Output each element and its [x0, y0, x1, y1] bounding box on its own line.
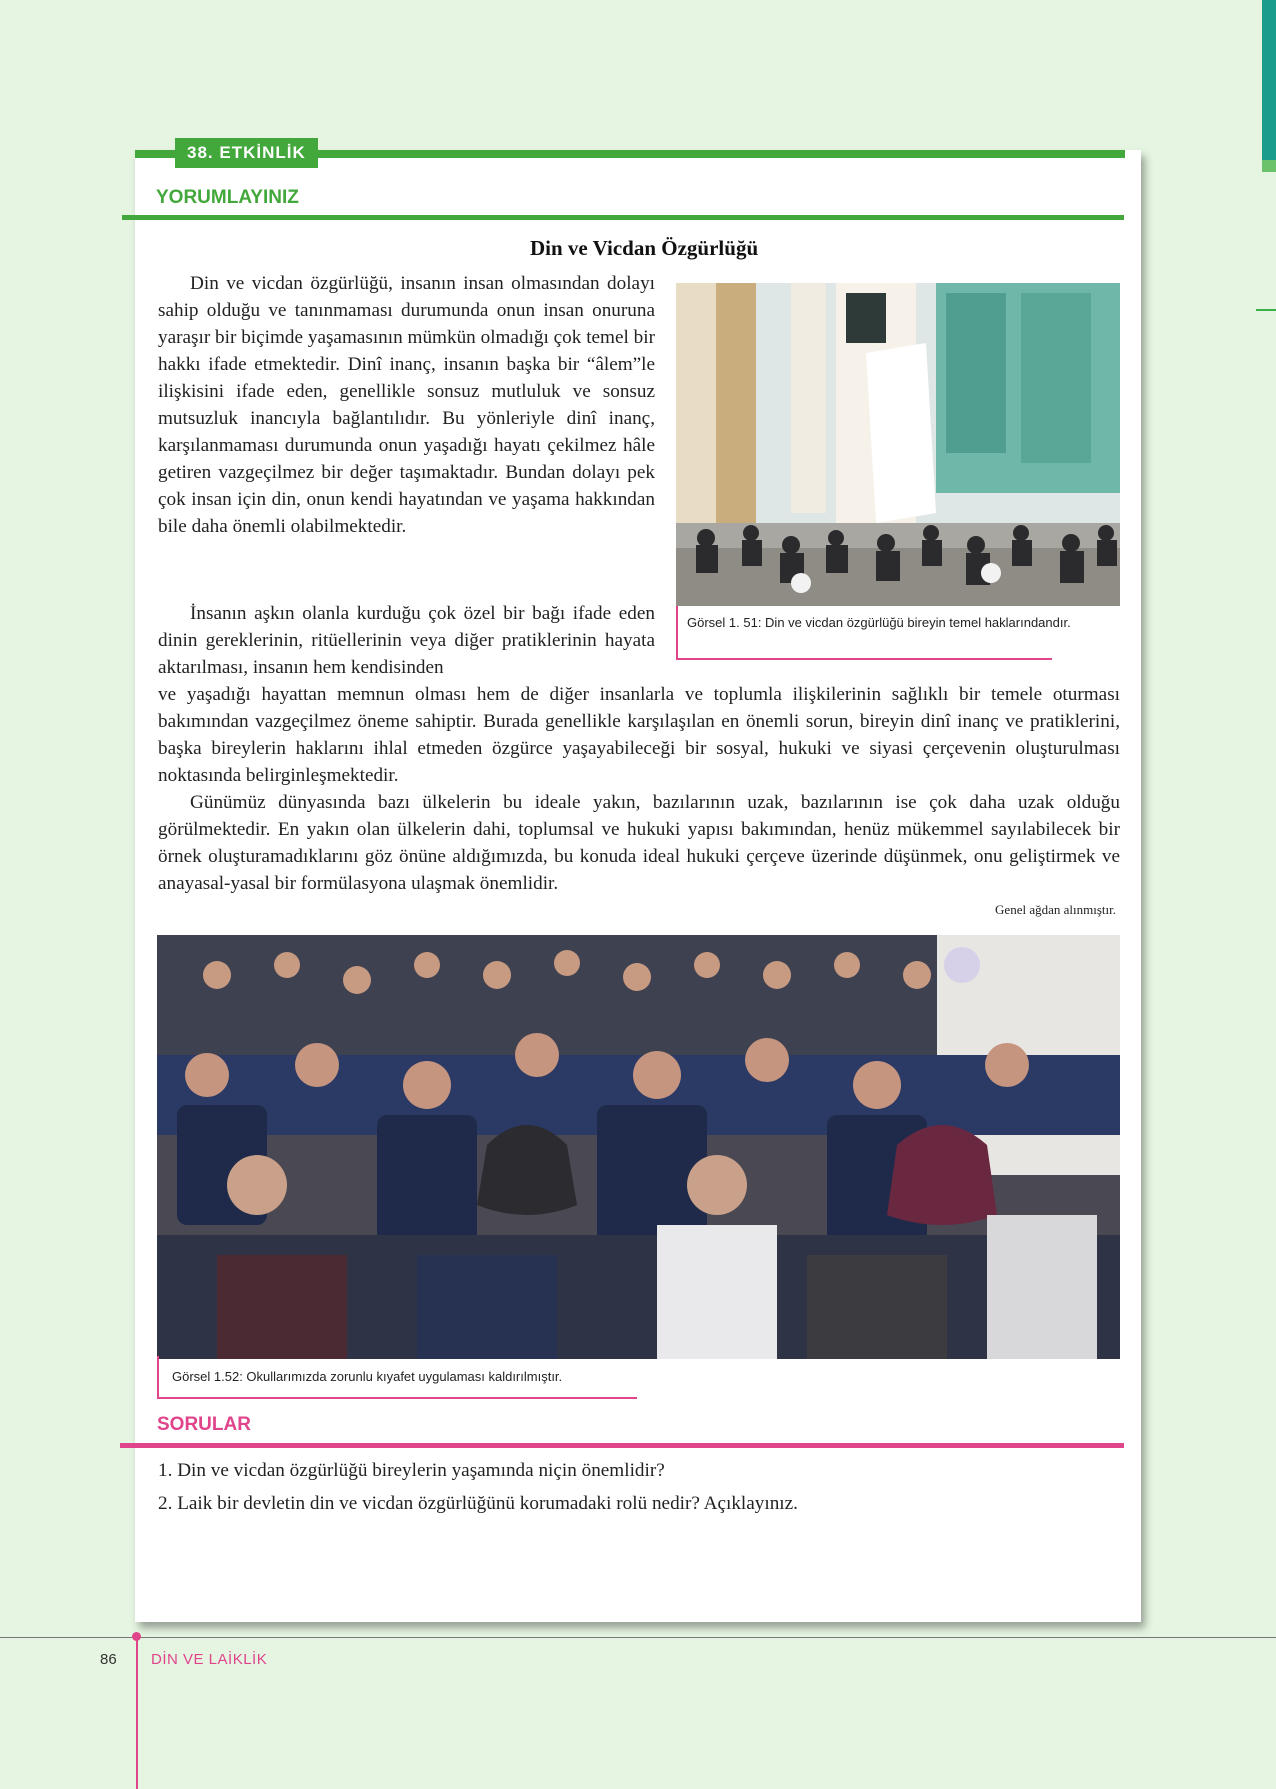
figure-2-caption-rule [157, 1397, 637, 1399]
figure-1-caption: Görsel 1. 51: Din ve vicdan özgürlüğü bireyin temel haklarındandır. [687, 615, 1071, 630]
figure-1-caption-rule [676, 658, 1052, 660]
question-2: 2. Laik bir devletin din ve vicdan özgürlüğünü korumadaki rolü nedir? Açıklayınız. [158, 1493, 798, 1514]
article-paragraph-4: Günümüz dünyasında bazı ülkelerin bu ideale yakın, bazılarının uzak, bazılarının ise çok daha uzak olduğu görülmektedir. En yakın olan ülkelerin dahi, toplumsal ve hukuki yapısı bakımından, henüz mükemmel sayılabilecek bir örnek oluşturamadıklarını göz önüne aldığımızda, bu konuda ideal hukuki çerçeve üzerinde düşünmek, onu geliştirmek ve anayasal-yasal bir formülasyona ulaşmak önemlidir. [158, 792, 1120, 894]
mosque-photo [676, 283, 1120, 606]
figure-2-caption: Görsel 1.52: Okullarımızda zorunlu kıyafet uygulaması kaldırılmıştır. [172, 1369, 563, 1384]
page-number: 86 [100, 1651, 117, 1668]
source-note: Genel ağdan alınmıştır. [995, 902, 1116, 917]
question-1: 1. Din ve vicdan özgürlüğü bireylerin yaşamında niçin önemlidir? [158, 1460, 665, 1481]
edge-accent-bar-light [1262, 160, 1276, 172]
section-divider [122, 215, 1124, 220]
article-title: Din ve Vicdan Özgürlüğü [530, 236, 759, 260]
students-photo [157, 935, 1120, 1359]
footer-rule [0, 1637, 1276, 1638]
article-paragraph-1: Din ve vicdan özgürlüğü, insanın insan olmasından dolayı sahip olduğu ve tanınmaması durumunda onun insan onuruna yaraşır bir biçimde yaşamasının mümkün olmadığı çok temel bir hakkı ifade etmektedir. Dinî inanç, insanın başka bir “âlem”le ilişkisini ifade eden, genellikle sonsuz mutluluk ve sonsuz mutsuzluk inancıyla bağlantılıdır. Bu yönleriyle dinî inanç, karşılanmaması durumunda onun yaşadığı hayatı çekilmez hâle getiren vazgeçilmez bir değer taşımaktadır. Bundan dolayı pek çok insan için din, onun kendi hayatından ve yaşama hakkından bile daha önemli olabilmektedir. [158, 273, 655, 537]
activity-tab-label: 38. ETKİNLİK [175, 138, 318, 168]
article-paragraph-2: İnsanın aşkın olanla kurduğu çok özel bir bağı ifade eden dinin gereklerinin, ritüellerinin veya diğer pratiklerinin hayata aktarılması, insanın hem kendisinden [158, 603, 655, 678]
questions-title: SORULAR [157, 1414, 251, 1435]
mosque-illustration [676, 283, 1120, 606]
figure-2-caption-bar [157, 1356, 159, 1399]
edge-tick [1256, 309, 1276, 311]
questions-divider [120, 1443, 1124, 1448]
section-title: YORUMLAYINIZ [156, 187, 299, 208]
edge-accent-bar [1262, 0, 1276, 160]
footer-marker [132, 1632, 141, 1641]
students-illustration [157, 935, 1120, 1359]
article-paragraph-3: ve yaşadığı hayattan memnun olması hem de diğer insanlarla ve toplumla ilişkilerinin sağlıklı bir temele oturması bakımından vazgeçilmez öneme sahiptir. Burada genellikle karşılaşılan en önemli sorun, bireyin dinî inanç ve pratiklerini, başka bireylerin haklarını ihlal etmeden özgürce yaşayabileceği bir sosyal, hukuki ve siyasi çerçevenin oluşturulması noktasında belirginleşmektedir. [158, 684, 1120, 786]
chapter-title: DİN VE LAİKLİK [151, 1651, 268, 1668]
figure-1-caption-bar [676, 606, 678, 660]
footer-margin-line [136, 1636, 138, 1789]
